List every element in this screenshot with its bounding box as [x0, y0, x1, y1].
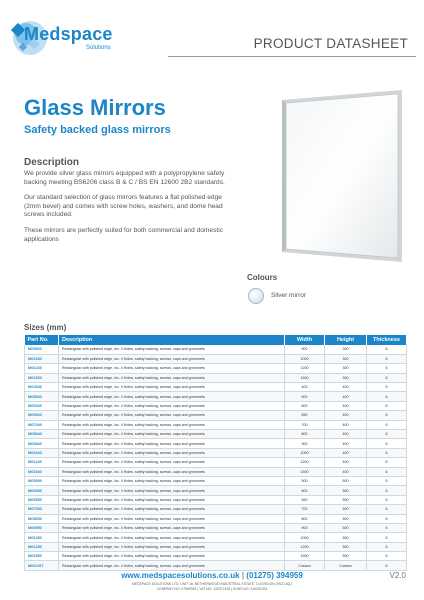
cell-width: 1000 — [285, 448, 325, 457]
cell-width: 500 — [285, 392, 325, 401]
cell-height: Custom — [325, 561, 367, 570]
cell-description: Rectangular with polished edge, inc. 4 Holes, safety backing, screws, caps and grommets — [59, 561, 285, 570]
company-address: MEDSPACE SOLUTIONS LTD, UNIT 16, NETHERWOOD INDUSTRIAL ESTATE, CLEVEDON, BS21 6QJ — [131, 582, 293, 586]
cell-thickness: 6 — [367, 476, 407, 485]
website-link[interactable]: www.medspacesolutions.co.uk — [121, 571, 240, 580]
cell-part-no: MG5040 — [25, 392, 59, 401]
column-header-part-no: Part No. — [25, 335, 59, 345]
cell-part-no: MG9040 — [25, 439, 59, 448]
cell-width: Custom — [285, 561, 325, 570]
cell-description: Rectangular with polished edge, inc. 4 Holes, safety backing, screws, caps and grommets — [59, 476, 285, 485]
cell-thickness: 6 — [367, 354, 407, 363]
cell-part-no: MG1550 — [25, 552, 59, 561]
cell-height: 500 — [325, 486, 367, 495]
cell-thickness: 6 — [367, 495, 407, 504]
cell-height: 300 — [325, 373, 367, 382]
cell-description: Rectangular with polished edge, inc. 4 Holes, safety backing, screws, caps and grommets — [59, 411, 285, 420]
footer-separator: | — [239, 571, 247, 580]
cell-description: Rectangular with polished edge, inc. 4 Holes, safety backing, screws, caps and grommets — [59, 401, 285, 410]
cell-description: Rectangular with polished edge, inc. 4 Holes, safety backing, screws, caps and grommets — [59, 364, 285, 373]
table-row — [25, 420, 407, 429]
cell-part-no: MGCUST — [25, 561, 59, 570]
cell-width: 800 — [285, 430, 325, 439]
cell-description: Rectangular with polished edge, inc. 4 Holes, safety backing, screws, caps and grommets — [59, 373, 285, 382]
cell-description: Rectangular with polished edge, inc. 4 Holes, safety backing, screws, caps and grommets — [59, 345, 285, 354]
cell-height: 300 — [325, 364, 367, 373]
cell-height: 400 — [325, 439, 367, 448]
cell-width: 650 — [285, 411, 325, 420]
cell-part-no: MG1540 — [25, 467, 59, 476]
cell-height: 400 — [325, 383, 367, 392]
cell-thickness: 6 — [367, 411, 407, 420]
table-row — [25, 439, 407, 448]
cell-thickness: 6 — [367, 373, 407, 382]
cell-description: Rectangular with polished edge, inc. 4 Holes, safety backing, screws, caps and grommets — [59, 542, 285, 551]
cell-description: Rectangular with polished edge, inc. 4 Holes, safety backing, screws, caps and grommets — [59, 448, 285, 457]
table-row — [25, 467, 407, 476]
cell-height: 500 — [325, 514, 367, 523]
cell-part-no: MG8050 — [25, 514, 59, 523]
cell-description: Rectangular with polished edge, inc. 4 Holes, safety backing, screws, caps and grommets — [59, 383, 285, 392]
cell-part-no: MG1250 — [25, 542, 59, 551]
document-type-heading: PRODUCT DATASHEET — [253, 36, 408, 51]
cell-width: 1200 — [285, 364, 325, 373]
sizes-heading: Sizes (mm) — [24, 323, 67, 332]
cell-part-no: MG8040 — [25, 430, 59, 439]
cell-description: Rectangular with polished edge, inc. 4 Holes, safety backing, screws, caps and grommets — [59, 552, 285, 561]
cell-part-no: MG6040 — [25, 401, 59, 410]
cell-part-no: MG1240 — [25, 458, 59, 467]
cell-thickness: 6 — [367, 420, 407, 429]
logo-subtitle: Solutions — [86, 45, 111, 51]
column-header-thickness: Thickness — [367, 335, 407, 345]
table-row — [25, 561, 407, 570]
cell-thickness: 6 — [367, 401, 407, 410]
cell-width: 900 — [285, 345, 325, 354]
page-subtitle: Safety backed glass mirrors — [24, 124, 171, 136]
cell-height: 400 — [325, 467, 367, 476]
cell-thickness: 6 — [367, 514, 407, 523]
company-registration: COMPANY NO: 07969352 | VAT NO: 130372128 | DUNS NO: 216251524 — [156, 586, 268, 591]
description-paragraph-1: We provide silver glass mirrors equipped with a polypropylene safety backing meeting BS6206 class B & C / BS EN 12600 2B2 standards. — [24, 170, 225, 186]
cell-width: 500 — [285, 476, 325, 485]
cell-height: 400 — [325, 420, 367, 429]
cell-thickness: 6 — [367, 430, 407, 439]
cell-description: Rectangular with polished edge, inc. 4 Holes, safety backing, screws, caps and grommets — [59, 505, 285, 514]
cell-height: 500 — [325, 533, 367, 542]
table-row — [25, 345, 407, 354]
cell-width: 1000 — [285, 533, 325, 542]
cell-thickness: 6 — [367, 439, 407, 448]
cell-height: 500 — [325, 495, 367, 504]
cell-height: 500 — [325, 476, 367, 485]
table-row — [25, 505, 407, 514]
cell-part-no: MG6050 — [25, 486, 59, 495]
cell-thickness: 6 — [367, 523, 407, 532]
cell-height: 500 — [325, 505, 367, 514]
cell-width: 1500 — [285, 467, 325, 476]
column-header-width: Width — [285, 335, 325, 345]
table-row — [25, 401, 407, 410]
cell-thickness: 6 — [367, 448, 407, 457]
cell-thickness: 6 — [367, 533, 407, 542]
cell-description: Rectangular with polished edge, inc. 4 Holes, safety backing, screws, caps and grommets — [59, 430, 285, 439]
cell-part-no: MG4040 — [25, 383, 59, 392]
table-row — [25, 354, 407, 363]
cell-description: Rectangular with polished edge, inc. 4 Holes, safety backing, screws, caps and grommets — [59, 467, 285, 476]
cell-height: 400 — [325, 411, 367, 420]
cell-part-no: MG6550 — [25, 495, 59, 504]
description-heading: Description — [24, 157, 80, 168]
cell-width: 1500 — [285, 552, 325, 561]
table-row — [25, 486, 407, 495]
cell-width: 600 — [285, 401, 325, 410]
description-paragraph-2: Our standard selection of glass mirrors features a flat polished edge (2mm bevel) and comes with screw holes, washers, and dome head screws included. — [24, 194, 223, 219]
silver-mirror-swatch — [248, 288, 264, 304]
cell-part-no: MG0630 — [25, 345, 59, 354]
cell-width: 600 — [285, 486, 325, 495]
medspace-logo — [6, 8, 156, 64]
cell-width: 800 — [285, 514, 325, 523]
cell-height: 300 — [325, 354, 367, 363]
table-row — [25, 552, 407, 561]
description-paragraph-3: These mirrors are perfectly suited for both commercial and domestic applications — [24, 226, 223, 243]
cell-part-no: MG1040 — [25, 448, 59, 457]
table-row — [25, 476, 407, 485]
table-row — [25, 523, 407, 532]
table-row — [25, 392, 407, 401]
footer-contact — [0, 571, 424, 580]
phone-number[interactable]: (01275) 394959 — [246, 571, 303, 580]
version-label: V2.0 — [389, 571, 406, 580]
cell-height: 400 — [325, 430, 367, 439]
cell-width: 1000 — [285, 354, 325, 363]
cell-part-no: MG1050 — [25, 533, 59, 542]
cell-width: 1200 — [285, 542, 325, 551]
cell-thickness: 6 — [367, 345, 407, 354]
cell-thickness: 6 — [367, 392, 407, 401]
cell-part-no: MG1530 — [25, 373, 59, 382]
cell-width: 700 — [285, 420, 325, 429]
cell-thickness: 6 — [367, 383, 407, 392]
table-row — [25, 514, 407, 523]
footer-address-block — [0, 582, 424, 591]
cell-width: 650 — [285, 495, 325, 504]
table-row — [25, 542, 407, 551]
cell-width: 900 — [285, 523, 325, 532]
cell-part-no: MG7050 — [25, 505, 59, 514]
sizes-table — [24, 335, 407, 571]
table-row — [25, 411, 407, 420]
cell-description: Rectangular with polished edge, inc. 4 Holes, safety backing, screws, caps and grommets — [59, 523, 285, 532]
cell-part-no: MG1030 — [25, 354, 59, 363]
table-row — [25, 364, 407, 373]
cell-part-no: MG9050 — [25, 523, 59, 532]
cell-thickness: 6 — [367, 505, 407, 514]
cell-description: Rectangular with polished edge, inc. 4 Holes, safety backing, screws, caps and grommets — [59, 533, 285, 542]
cell-width: 700 — [285, 505, 325, 514]
cell-height: 400 — [325, 448, 367, 457]
cell-thickness: 6 — [367, 364, 407, 373]
header-divider — [168, 56, 416, 57]
cell-height: 500 — [325, 552, 367, 561]
swatch-label: Silver mirror — [271, 292, 307, 299]
cell-width: 1200 — [285, 458, 325, 467]
cell-thickness: 6 — [367, 542, 407, 551]
logo-wordmark: Medspace — [24, 24, 113, 44]
cell-description: Rectangular with polished edge, inc. 4 Holes, safety backing, screws, caps and grommets — [59, 486, 285, 495]
cell-height: 400 — [325, 401, 367, 410]
cell-part-no: MG5050 — [25, 476, 59, 485]
cell-thickness: 6 — [367, 561, 407, 570]
table-row — [25, 448, 407, 457]
table-row — [25, 495, 407, 504]
cell-height: 300 — [325, 345, 367, 354]
cell-description: Rectangular with polished edge, inc. 4 Holes, safety backing, screws, caps and grommets — [59, 495, 285, 504]
cell-width: 1500 — [285, 373, 325, 382]
table-row — [25, 458, 407, 467]
cell-description: Rectangular with polished edge, inc. 4 Holes, safety backing, screws, caps and grommets — [59, 514, 285, 523]
header — [0, 0, 424, 70]
colours-heading: Colours — [247, 273, 278, 282]
cell-description: Rectangular with polished edge, inc. 4 Holes, safety backing, screws, caps and grommets — [59, 439, 285, 448]
table-row — [25, 373, 407, 382]
cell-description: Rectangular with polished edge, inc. 4 Holes, safety backing, screws, caps and grommets — [59, 420, 285, 429]
cell-height: 500 — [325, 523, 367, 532]
cell-height: 400 — [325, 392, 367, 401]
cell-part-no: MG6540 — [25, 411, 59, 420]
cell-description: Rectangular with polished edge, inc. 4 Holes, safety backing, screws, caps and grommets — [59, 458, 285, 467]
cell-thickness: 6 — [367, 458, 407, 467]
cell-part-no: MG1230 — [25, 364, 59, 373]
mirror-product-image — [262, 90, 408, 262]
cell-width: 400 — [285, 383, 325, 392]
table-row — [25, 383, 407, 392]
cell-width: 900 — [285, 439, 325, 448]
table-header-row — [25, 335, 407, 345]
cell-height: 500 — [325, 542, 367, 551]
page-title: Glass Mirrors — [24, 95, 166, 120]
description-section — [24, 157, 236, 251]
table-row — [25, 430, 407, 439]
table-row — [25, 533, 407, 542]
column-header-height: Height — [325, 335, 367, 345]
cell-thickness: 6 — [367, 486, 407, 495]
cell-description: Rectangular with polished edge, inc. 4 Holes, safety backing, screws, caps and grommets — [59, 354, 285, 363]
cell-description: Rectangular with polished edge, inc. 4 Holes, safety backing, screws, caps and grommets — [59, 392, 285, 401]
cell-thickness: 6 — [367, 467, 407, 476]
column-header-description: Description — [59, 335, 285, 345]
cell-thickness: 6 — [367, 552, 407, 561]
cell-part-no: MG7040 — [25, 420, 59, 429]
cell-height: 400 — [325, 458, 367, 467]
